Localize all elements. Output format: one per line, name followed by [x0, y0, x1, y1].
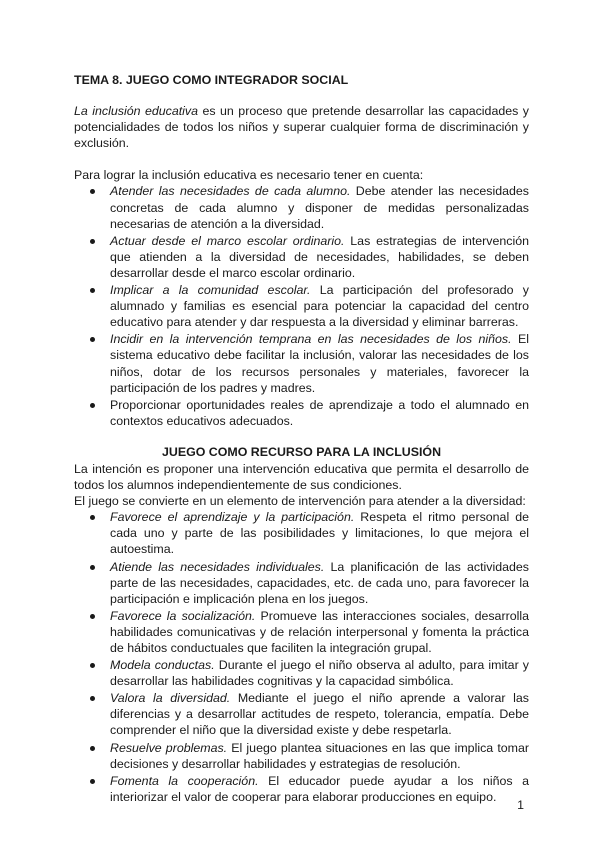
inclusion-list	[74, 183, 529, 428]
bullet-icon	[90, 403, 95, 408]
list-item	[74, 740, 529, 772]
item-italic: Resuelve problemas.	[110, 740, 228, 755]
list-item	[74, 183, 529, 231]
item-text: Durante el juego el niño observa al adulto, para imitar y desarrollar las habilidades cognitivas y la capacidad simbólica.	[110, 658, 529, 689]
bullet-icon	[90, 779, 95, 784]
item-text: El juego plantea situaciones en las que implica tomar decisiones y desarrollar habilidades y estrategias de resolución.	[110, 740, 529, 771]
list-item	[74, 509, 529, 557]
bullet-icon	[90, 288, 95, 293]
item-text: Promueve las interacciones sociales, desarrolla habilidades comunicativas y de relación interpersonal y fomenta la práctica de hábitos conductuales que faciliten la integración grupal.	[110, 608, 529, 655]
list-item	[74, 397, 529, 429]
bullet-icon	[90, 696, 95, 701]
list-item	[74, 233, 529, 281]
intro-italic: La inclusión educativa	[74, 104, 198, 119]
item-italic: Fomenta la cooperación.	[110, 773, 259, 788]
page-title: TEMA 8. JUEGO COMO INTEGRADOR SOCIAL	[74, 73, 349, 87]
item-text: Mediante el juego el niño aprende a valorar las diferencias y a desarrollar actitudes de respeto, tolerancia, empatía. Debe comprender el niño que la diversidad existe y debe respetarla.	[110, 691, 529, 738]
list-item	[74, 690, 529, 738]
game-list	[74, 509, 529, 805]
intro-paragraph	[74, 103, 529, 151]
intro-text: es un proceso que pretende desarrollar las capacidades y potencialidades de todos los niños y superar cualquier forma de discriminación y exclusión.	[74, 104, 529, 151]
item-text: El sistema educativo debe facilitar la inclusión, valorar las necesidades de los niños, dotar de los recursos personales y materiales, favorecer la participación de los padres y madres.	[110, 332, 529, 395]
list-item	[74, 773, 529, 805]
bullet-icon	[90, 239, 95, 244]
section-subtitle: JUEGO COMO RECURSO PARA LA INCLUSIÓN	[161, 444, 442, 459]
item-italic: Atiende las necesidades individuales.	[110, 559, 325, 574]
page-number: 1	[517, 798, 524, 812]
bullet-icon	[90, 515, 95, 520]
list-item	[74, 559, 529, 607]
list-item	[74, 657, 529, 689]
item-italic: Incidir en la intervención temprana en las necesidades de los niños.	[110, 332, 512, 347]
item-italic: Favorece la socialización.	[110, 608, 256, 623]
item-italic: Actuar desde el marco escolar ordinario.	[110, 233, 345, 248]
section-paragraph-1: La intención es proponer una intervención educativa que permita el desarrollo de todos los alumnos independientemente de sus condiciones.	[74, 461, 529, 493]
list-item	[74, 282, 529, 330]
list-item	[74, 331, 529, 395]
item-text: Debe atender las necesidades concretas de cada alumno y disponer de medidas personalizadas necesarias de atención a la diversidad.	[110, 184, 529, 231]
item-italic: Valora la diversidad.	[110, 691, 231, 706]
item-italic: Modela conductas.	[110, 658, 215, 673]
bullet-icon	[90, 189, 95, 194]
lead-sentence: Para lograr la inclusión educativa es necesario tener en cuenta:	[74, 168, 424, 183]
item-text: La planificación de las actividades parte de las necesidades, capacidades, etc. de cada uno, para favorecer la participación e implicación plena en los juegos.	[110, 559, 529, 606]
bullet-icon	[90, 663, 95, 668]
item-italic: Favorece el aprendizaje y la participación.	[110, 510, 355, 525]
page-content	[74, 72, 529, 806]
bullet-icon	[90, 614, 95, 619]
item-italic: Atender las necesidades de cada alumno.	[110, 184, 351, 199]
bullet-icon	[90, 746, 95, 751]
bullet-icon	[90, 565, 95, 570]
item-text: Respeta el ritmo personal de cada uno y parte de las posibilidades y limitaciones, lo que mejora el autoestima.	[110, 510, 529, 557]
item-text: Las estrategias de intervención que atienden a la diversidad de necesidades, habilidades, se deben desarrollar desde el marco escolar ordinario.	[110, 233, 530, 280]
item-text: El educador puede ayudar a los niños a interiorizar el valor de cooperar para elaborar producciones en equipo.	[110, 773, 529, 804]
item-italic: Implicar a la comunidad escolar.	[110, 283, 311, 298]
section-paragraph-2: El juego se convierte en un elemento de intervención para atender a la diversidad:	[74, 494, 526, 509]
item-text: Proporcionar oportunidades reales de aprendizaje a todo el alumnado en contextos educativos adecuados.	[110, 397, 529, 428]
list-item	[74, 608, 529, 656]
bullet-icon	[90, 337, 95, 342]
item-text: La participación del profesorado y alumnado y familias es esencial para potenciar la capacidad del centro educativo para atender y dar respuesta a la diversidad y eliminar barreras.	[110, 283, 529, 330]
